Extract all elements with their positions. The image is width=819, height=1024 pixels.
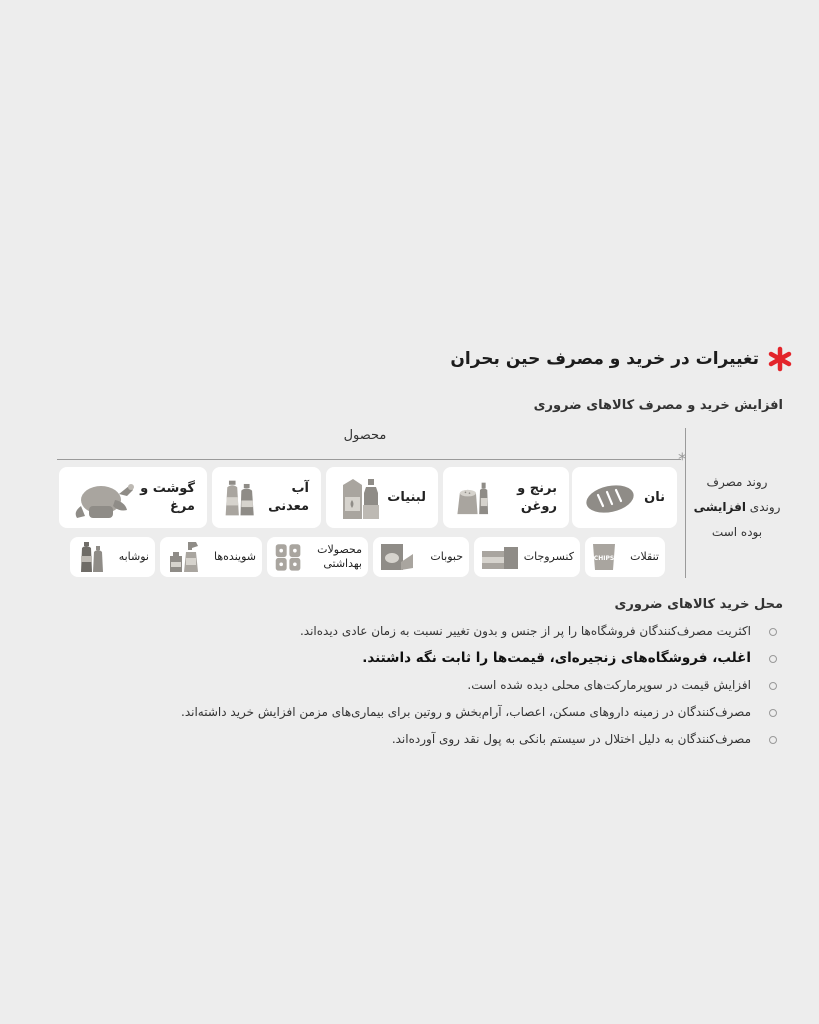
product-label: تنقلات [630, 550, 659, 563]
product-label: محصولات بهداشتی [317, 543, 362, 570]
header-divider [57, 459, 681, 460]
product-card-snacks [585, 537, 665, 577]
small-asterisk-icon: * [678, 450, 687, 470]
dairy-icon [338, 475, 384, 521]
list-item: افزایش قیمت در سوپرمارکت‌های محلی دیده شده است. [57, 672, 777, 699]
product-label: آب معدنی [268, 480, 309, 514]
product-card-mineral-water [212, 467, 321, 528]
canned-food-icon [480, 543, 520, 571]
section-header [450, 346, 793, 372]
list-item: مصرف‌کنندگان در زمینه داروهای مسکن، اعصاب، آرام‌بخش و روتین برای بیماری‌های مزمن افزایش خرید داشته‌اند. [57, 699, 777, 726]
product-card-hygiene [267, 537, 368, 577]
product-label: نان [644, 489, 665, 505]
list-item: اکثریت مصرف‌کنندگان فروشگاه‌ها را پر از جنس و بدون تغییر نسبت به زمان عادی دیده‌اند. [57, 618, 777, 645]
bread-icon [584, 481, 636, 515]
product-card-bread [572, 467, 677, 528]
chicken-icon [71, 476, 135, 520]
soda-bottle-icon [76, 540, 106, 574]
chips-icon [591, 542, 617, 572]
product-label: گوشت و مرغ [140, 480, 195, 514]
asterisk-icon [767, 346, 793, 372]
product-label: برنج و روغن [517, 480, 557, 514]
rice-oil-icon [455, 476, 492, 520]
product-card-legumes [373, 537, 469, 577]
findings-list [57, 618, 777, 753]
water-bottle-icon [224, 475, 257, 521]
product-card-rice-oil [443, 467, 569, 528]
toilet-paper-icon [273, 541, 304, 573]
product-label: حبوبات [430, 550, 463, 563]
product-card-meat-chicken [59, 467, 207, 528]
product-label: لبنیات [387, 489, 426, 505]
product-label: نوشابه [118, 550, 149, 563]
detergent-icon [166, 540, 202, 574]
list-item: اغلب، فروشگاه‌های زنجیره‌ای، قیمت‌ها را ثابت نگه داشتند. [57, 645, 777, 672]
column-header: محصول [343, 428, 387, 443]
row-label: روند مصرف روندی افزایشی بوده است [693, 475, 781, 539]
chips-icon-text: CHIPS [593, 555, 615, 562]
product-card-soda [70, 537, 155, 577]
product-label: شوینده‌ها [214, 550, 256, 563]
product-card-detergents [160, 537, 262, 577]
list-item: مصرف‌کنندگان به دلیل اختلال در سیستم بانکی به پول نقد روی آورده‌اند. [57, 726, 777, 753]
bullets-title: محل خرید کالاهای ضروری [614, 597, 783, 612]
legumes-icon [379, 542, 415, 572]
product-card-dairy [326, 467, 438, 528]
product-label: کنسروجات [523, 550, 574, 563]
product-card-canned [474, 537, 580, 577]
section-subtitle: افزایش خرید و مصرف کالاهای ضروری [533, 398, 783, 413]
page-title: تغییرات در خرید و مصرف حین بحران [450, 349, 759, 369]
